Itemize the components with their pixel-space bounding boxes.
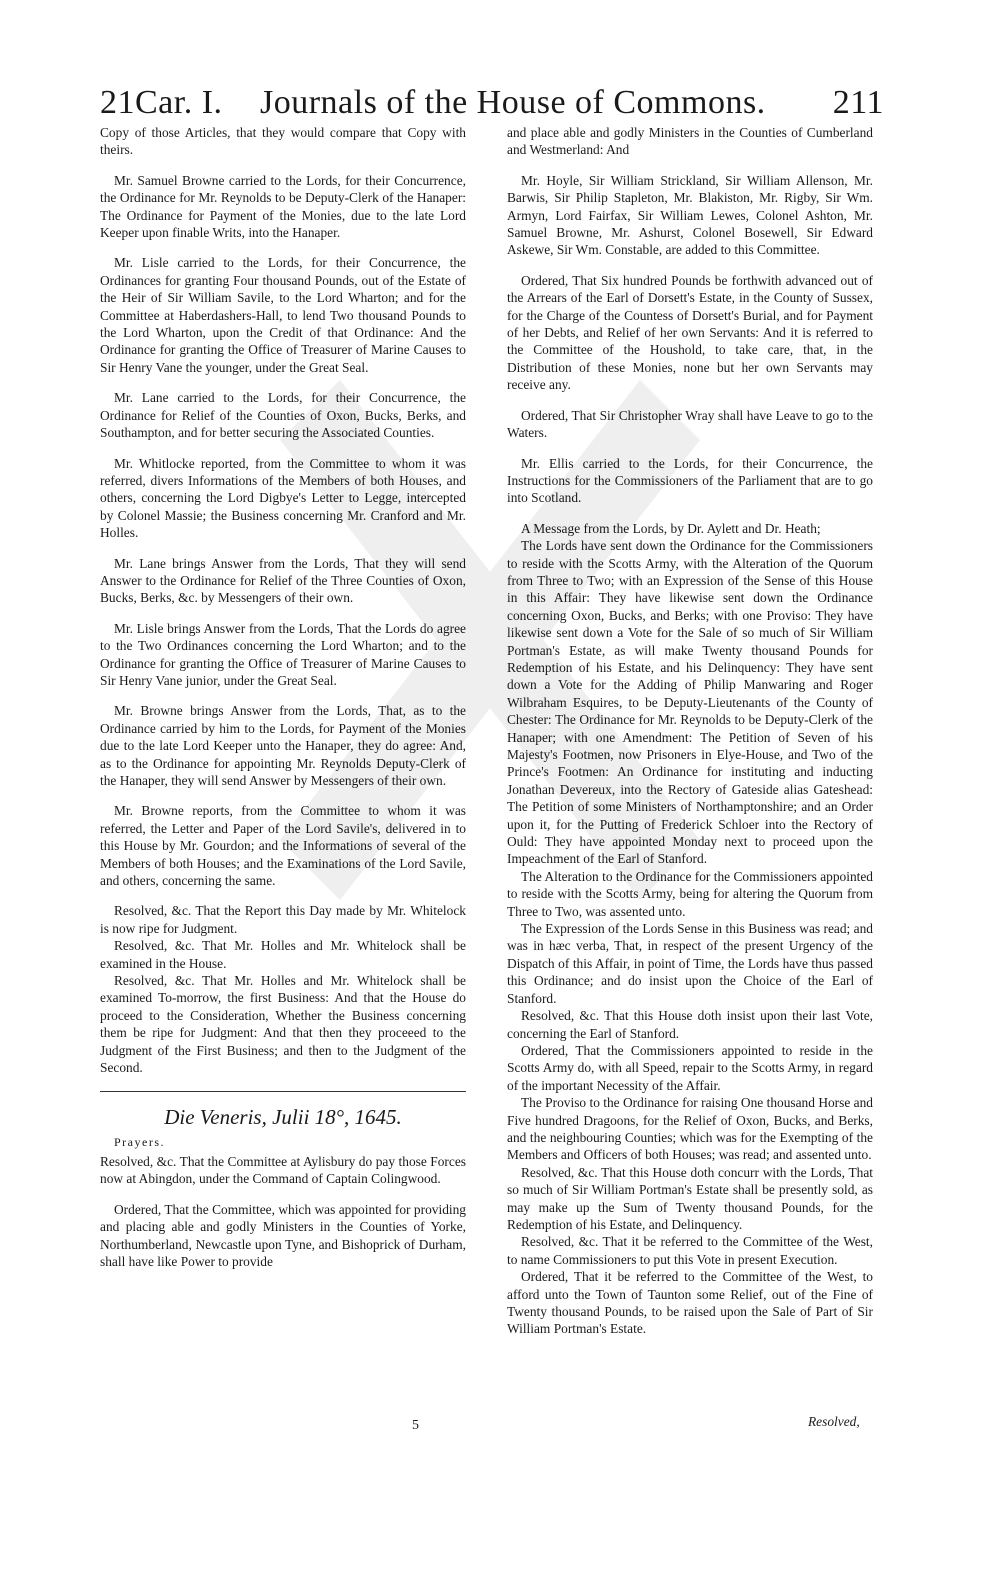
paragraph: Ordered, That the Committee, which was appointed for providing and placing able and godly Ministers in the Counties of Yorke, Northumberland, Newcastle upon Tyne, and Bishoprick of Durham, shall have like Power to provide — [100, 1201, 466, 1269]
date-heading: Die Veneris, Julii 18°, 1645. — [164, 1104, 402, 1129]
order: Ordered, That the Commissioners appointed to reside in the Scotts Army do, with all Speed, repair to the Scotts Army, in regard of the important Necessity of the Affair. — [507, 1042, 873, 1093]
paragraph: Mr. Lane brings Answer from the Lords, That they will send Answer to the Ordinance for Relief of the Three Counties of Oxon, Bucks, Berks, &c. by Messengers of their own. — [100, 555, 466, 606]
paragraph: Resolved, &c. That the Committee at Aylisbury do pay those Forces now at Abingdon, under the Command of Captain Colingwood. — [100, 1153, 466, 1187]
page-number: 211 — [832, 84, 884, 121]
resolution: Resolved, &c. That Mr. Holles and Mr. Whitelock shall be examined in the House. — [100, 938, 466, 971]
paragraph: Mr. Lisle carried to the Lords, for their Concurrence, the Ordinances for granting Four thousand Pounds, out of the Estate of the Heir of Sir William Savile, to the Lord Wharton; and for the Committee at Haberdashers-Hall, to lend Two thousand Pounds to the Lord Wharton, upon the Credit of that Ordinance: And the Ordinance for granting the Office of Treasurer of Marine Causes to Sir Henry Vane the younger, under the Great Seal. — [100, 255, 466, 375]
paragraph: The Alteration to the Ordinance for the Commissioners appointed to reside with the Scotts Army, being for altering the Quorum from Three to Two, was assented unto. — [507, 868, 873, 919]
resolution: Resolved, &c. That this House doth insist upon their last Vote, concerning the Earl of Stanford. — [507, 1008, 873, 1041]
paragraph: and place able and godly Ministers in the Counties of Cumberland and Westmerland: And — [507, 125, 873, 158]
paragraph: Mr. Browne reports, from the Committee to whom it was referred, the Letter and Paper of the Lord Savile's, delivered in to this House by Mr. Gourdon; and the Informations of several of the Members of both Houses; and the Examinations of the Lord Savile, and others, concerning the same. — [100, 803, 466, 889]
paragraph: Ordered, That Sir Christopher Wray shall have Leave to go to the Waters. — [507, 407, 873, 441]
resolution: Resolved, &c. That it be referred to the Committee of the West, to name Commissioners to put this Vote in present Execution. — [507, 1234, 873, 1267]
paragraph: Mr. Ellis carried to the Lords, for their Concurrence, the Instructions for the Commissioners of the Parliament that are to go into Scotland. — [507, 455, 873, 506]
paragraph: Mr. Whitlocke reported, from the Committee to whom it was referred, divers Informations of the Members of both Houses, and others, concerning the Lord Digbye's Letter to Legge, intercepted by Colonel Massie; the Business concerning Mr. Cranford and Mr. Holles. — [100, 455, 466, 541]
section-divider — [100, 1091, 466, 1092]
paragraph: Ordered, That Six hundred Pounds be forthwith advanced out of the Arrears of the Earl of Dorsett's Estate, in the County of Sussex, for the Charge of the Countess of Dorsett's Burial, and for Payment of her Debts, and Relief of her own Servants: And it is referred to the Committee of the Houshold, to take care, that, in the Distribution of these Monies, none but her own Servants may receive any. — [507, 272, 873, 393]
order: Ordered, That it be referred to the Committee of the West, to afford unto the Town of Taunton some Relief, out of the Fine of Twenty thousand Pounds, to be raised upon the Sale of Part of Sir William Portman's Estate. — [507, 1269, 873, 1337]
paragraph: Mr. Browne brings Answer from the Lords, That, as to the Ordinance carried by him to the Lords, for Payment of the Monies due to the late Lord Keeper unto the Hanaper, they do agree: And, as to the Ordinance for appointing Mr. Reynolds Deputy-Clerk of the Hanaper, they will send Answer by Messengers of their own. — [100, 703, 466, 788]
paragraph: The Lords have sent down the Ordinance for the Commissioners to reside with the Scotts Army, with the Alteration of the Quorum from Three to Two; with an Expression of the Sense of this House in this Affair: They have likewise sent down the Ordinance concerning Oxon, Bucks, and Berks; with one Proviso: They have likewise sent down a Vote for the Sale of so much of Sir William Portman's Estate, as will make Twenty thousand Pounds for Redemption of his Estate, and his Delinquency: They have sent down a Vote for the Adding of Philip Manwaring and Roger Wilbraham Esquires, to be Deputy-Lieutenants of the County of Chester: The Ordinance for Mr. Reynolds to be Deputy-Clerk of the Hanaper; with one Amendment: The Petition of Seven of his Majesty's Footmen, now Prisoners in Elye-House, and Two of the Prince's Footmen: An Ordinance for instituting and inducting Jonathan Devereux, into the Rectory of Gateside alias Gateshead: The Petition of some Ministers of Northamptonshire; and an Order upon it, for the Putting of Frederick Schloer into the Rectory of Ould: They have appointed Monday next to proceed upon the Impeachment of the Earl of Stanford. — [507, 538, 873, 867]
paragraph: The Expression of the Lords Sense in this Business was read; and was in hæc verba, That, in respect of the present Urgency of the Dispatch of this Affair, in point of Time, the Lords have thus passed this Ordinance; and do insist upon the Choice of the Earl of Stanford. — [507, 921, 873, 1006]
regnal-year: 21Car. I. — [100, 84, 223, 121]
signature-mark: 5 — [412, 1418, 419, 1433]
paragraph: Copy of those Articles, that they would compare that Copy with theirs. — [100, 125, 466, 158]
paragraph: Mr. Lisle brings Answer from the Lords, That the Lords do agree to the Two Ordinances concerning the Lord Wharton; and to the Ordinance for granting the Office of Treasurer of Marine Causes to Sir Henry Vane junior, under the Great Seal. — [100, 620, 466, 688]
right-column — [507, 124, 873, 1338]
paragraph: Mr. Lane carried to the Lords, for their Concurrence, the Ordinance for Relief of the Counties of Oxon, Bucks, Berks, and Southampton, and for better securing the Associated Counties. — [100, 390, 466, 441]
page-header — [100, 84, 884, 128]
paragraph: Mr. Samuel Browne carried to the Lords, for their Concurrence, the Ordinance for Mr. Reynolds to be Deputy-Clerk of the Hanaper: The Ordinance for Payment of the Monies, due to the late Lord Keeper upon finable Writs, into the Hanaper. — [100, 172, 466, 241]
paragraph: A Message from the Lords, by Dr. Aylett and Dr. Heath; — [521, 520, 821, 536]
paragraph: The Proviso to the Ordinance for raising One thousand Horse and Five hundred Dragoons, for the Relief of Oxon, Bucks, and Berks, and the neighbouring Counties; which was for the Exempting of the Members and Officers of both Houses; was read; and assented unto. — [507, 1095, 873, 1163]
paragraph: Mr. Hoyle, Sir William Strickland, Sir William Allenson, Mr. Barwis, Sir Philip Stapleton, Mr. Blakiston, Mr. Rigby, Sir Wm. Armyn, Lord Fairfax, Sir William Lewes, Colonel Ashton, Mr. Samuel Browne, Mr. Ashurst, Colonel Bosewell, Sir Edward Askewe, Sir Wm. Constable, are added to this Committee. — [507, 172, 873, 258]
catchword: Resolved, — [808, 1414, 860, 1429]
prayers-heading: Prayers. — [114, 1134, 165, 1149]
journal-title: Journals of the House of Commons. — [260, 84, 766, 121]
left-column — [100, 124, 466, 1270]
resolution: Resolved, &c. That this House doth concurr with the Lords, That so much of Sir William Portman's Estate shall be presently sold, as may make up the Sum of Twenty thousand Pounds, for the Redemption of his Estate, and Delinquency. — [507, 1164, 873, 1232]
resolution: Resolved, &c. That Mr. Holles and Mr. Whitelock shall be examined To-morrow, the first Business: And that the House do proceed to the Consideration, Whether the Business concerning them be ripe for Judgment: And that then they proceeed to the Judgment of the First Business; and then to the Judgment of the Second. — [100, 973, 466, 1076]
resolution: Resolved, &c. That the Report this Day made by Mr. Whitelock is now ripe for Judgment. — [100, 903, 466, 936]
